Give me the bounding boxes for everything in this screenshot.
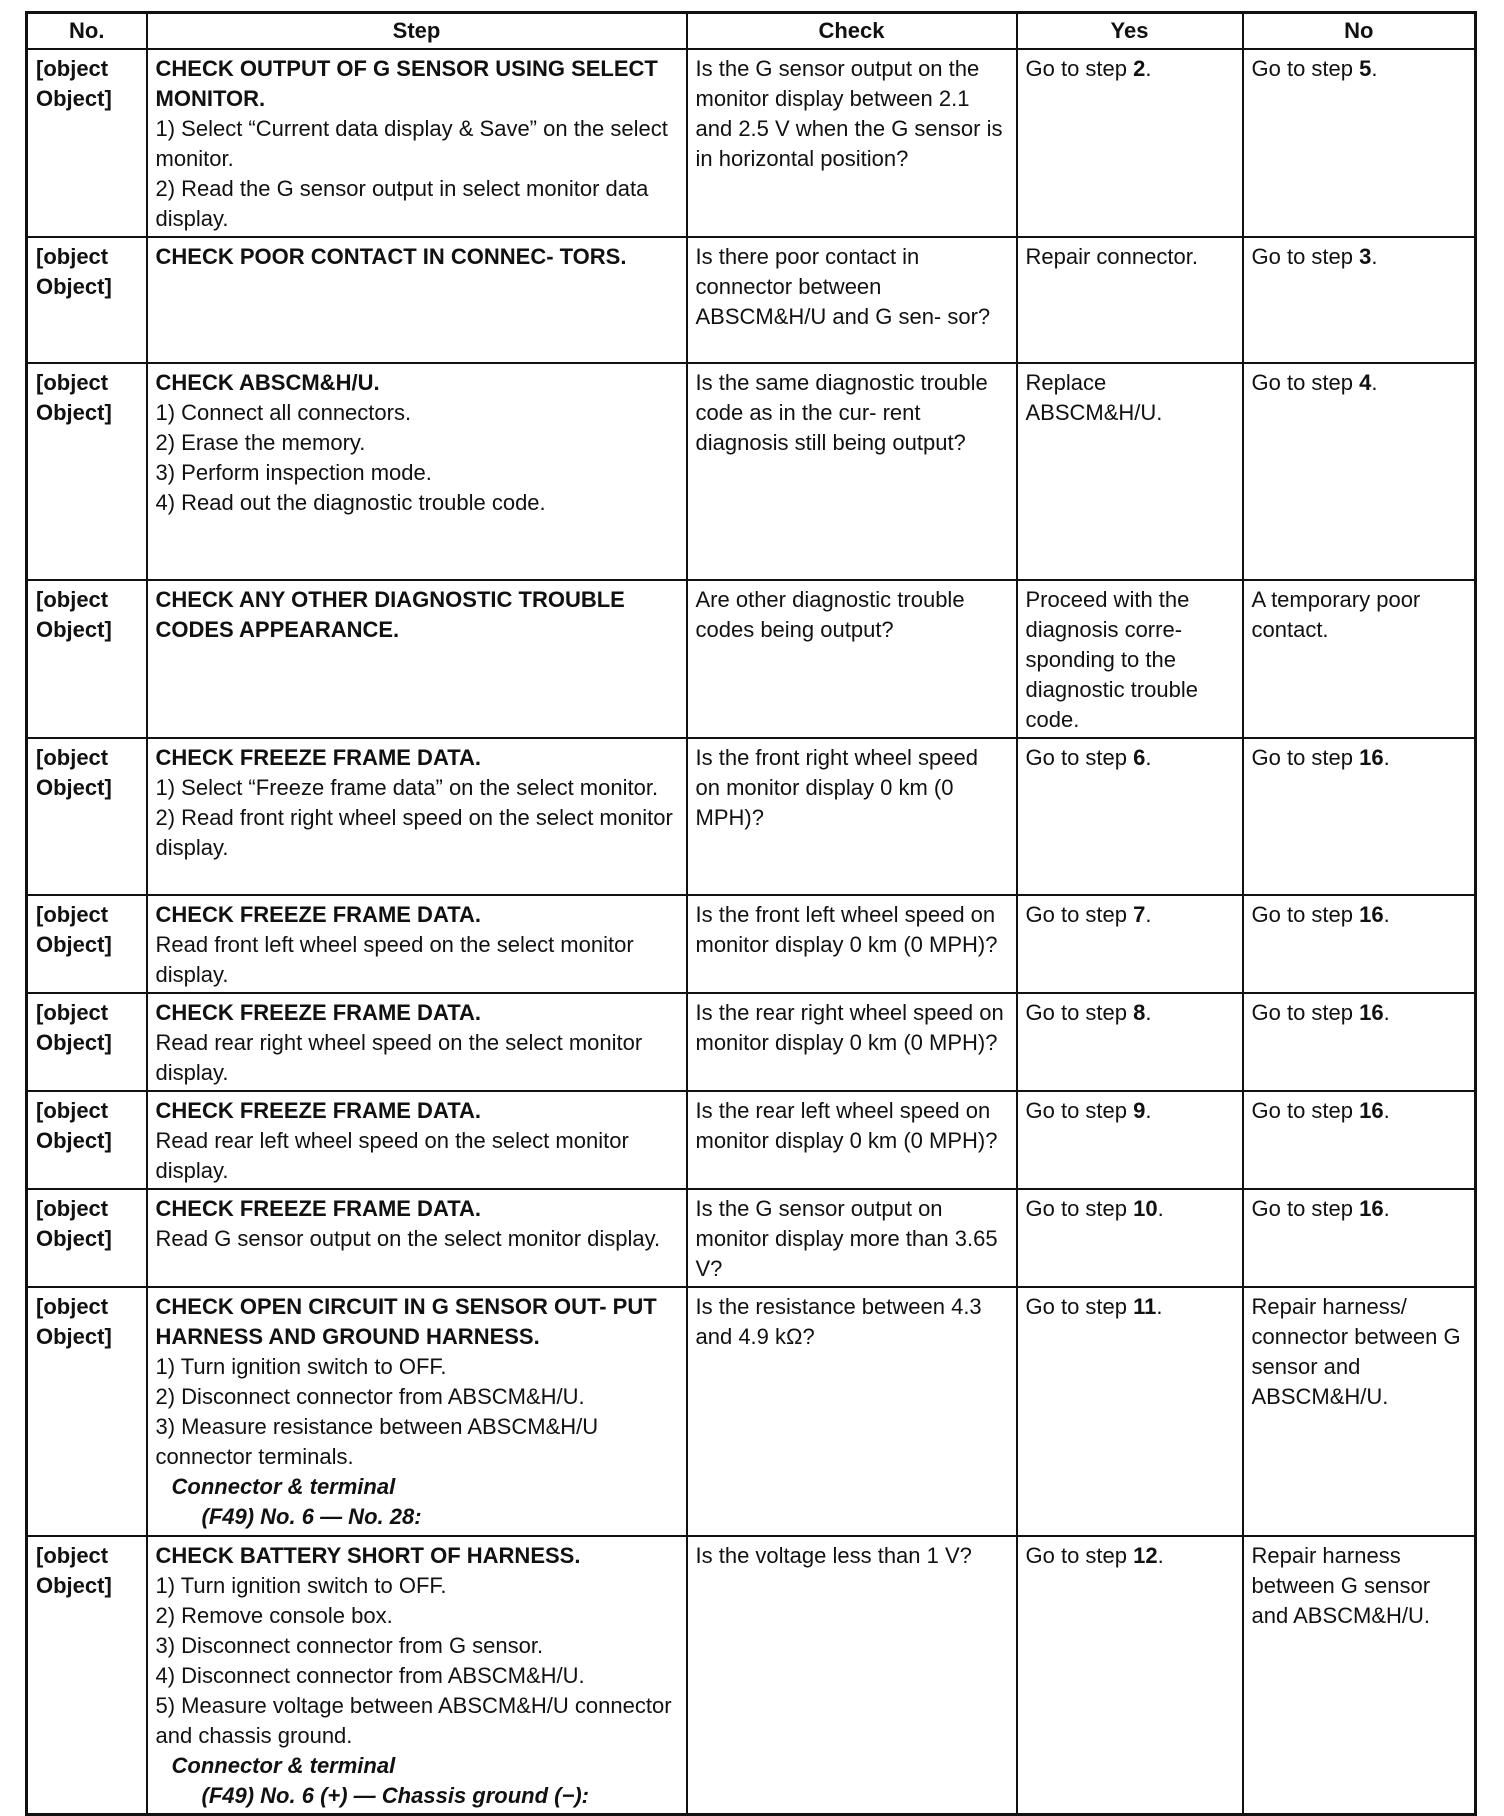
yes-answer-text: Go to step — [1025, 1294, 1134, 1319]
no-answer-cell — [1243, 1189, 1476, 1287]
no-answer-step-number: 16 — [1359, 1098, 1384, 1123]
table-row — [27, 1536, 1476, 1815]
table-row — [27, 237, 1476, 363]
yes-answer-period: . — [1145, 902, 1152, 927]
no-answer-period: . — [1371, 244, 1378, 269]
no-answer-period: . — [1383, 1196, 1390, 1221]
no-answer-text: Go to step — [1251, 745, 1360, 770]
yes-answer-step-number: 6 — [1133, 745, 1146, 770]
step-instruction: 5) Measure voltage between ABSCM&H/U connector and chassis ground. — [155, 1693, 672, 1748]
no-answer-step-number: 16 — [1359, 1196, 1384, 1221]
no-answer-text: Repair harness between G sensor and ABSCM&H/U. — [1251, 1543, 1431, 1628]
step-number-cell: [object Object] — [27, 49, 147, 237]
step-cell — [147, 895, 687, 993]
yes-answer-cell — [1017, 580, 1243, 738]
step-cell — [147, 49, 687, 237]
connector-terminal-value: (F49) No. 6 — No. 28: — [201, 1504, 422, 1529]
yes-answer-text: Proceed with the diagnosis corre- sponding to the diagnostic trouble code. — [1025, 587, 1198, 732]
column-header-yes: Yes — [1017, 13, 1243, 50]
no-answer-period: . — [1383, 745, 1390, 770]
step-instruction: Read front left wheel speed on the select monitor display. — [155, 932, 634, 987]
yes-answer-cell — [1017, 895, 1243, 993]
step-title: CHECK FREEZE FRAME DATA. — [155, 1098, 482, 1123]
yes-answer-period: . — [1145, 56, 1152, 81]
step-title: CHECK POOR CONTACT IN CONNEC- TORS. — [155, 244, 627, 269]
step-cell — [147, 1189, 687, 1287]
yes-answer-period: . — [1156, 1294, 1163, 1319]
yes-answer-text: Repair connector. — [1025, 244, 1198, 269]
yes-answer-step-number: 8 — [1133, 1000, 1146, 1025]
table-row — [27, 1287, 1476, 1536]
step-title: CHECK ABSCM&H/U. — [155, 370, 380, 395]
yes-answer-text: Go to step — [1025, 1196, 1134, 1221]
step-cell — [147, 237, 687, 363]
step-cell — [147, 1287, 687, 1536]
no-answer-cell — [1243, 895, 1476, 993]
yes-answer-text: Go to step — [1025, 1000, 1134, 1025]
step-instruction: 4) Read out the diagnostic trouble code. — [155, 490, 546, 515]
table-row — [27, 363, 1476, 580]
step-instruction: 4) Disconnect connector from ABSCM&H/U. — [155, 1663, 585, 1688]
no-answer-text: Go to step — [1251, 56, 1360, 81]
table-header-row — [27, 13, 1476, 50]
no-answer-text: A temporary poor contact. — [1251, 587, 1421, 642]
step-title: CHECK OPEN CIRCUIT IN G SENSOR OUT- PUT HARNESS AND GROUND HARNESS. — [155, 1294, 657, 1349]
yes-answer-period: . — [1145, 1098, 1152, 1123]
check-cell: Is the G sensor output on the monitor display between 2.1 and 2.5 V when the G sensor is in horizontal position? — [687, 49, 1017, 237]
check-cell: Is there poor contact in connector between ABSCM&H/U and G sen- sor? — [687, 237, 1017, 363]
step-title: CHECK FREEZE FRAME DATA. — [155, 745, 482, 770]
no-answer-cell — [1243, 993, 1476, 1091]
step-number-cell: [object Object] — [27, 237, 147, 363]
table-row — [27, 993, 1476, 1091]
yes-answer-text: Replace ABSCM&H/U. — [1025, 370, 1163, 425]
step-title: CHECK FREEZE FRAME DATA. — [155, 1000, 482, 1025]
yes-answer-period: . — [1145, 1000, 1152, 1025]
connector-terminal-label: Connector & terminal — [171, 1474, 396, 1499]
no-answer-text: Repair harness/ connector between G sensor and ABSCM&H/U. — [1251, 1294, 1461, 1409]
check-cell: Is the rear left wheel speed on monitor display 0 km (0 MPH)? — [687, 1091, 1017, 1189]
yes-answer-step-number: 2 — [1133, 56, 1146, 81]
connector-terminal-label: Connector & terminal — [171, 1753, 396, 1778]
step-instruction: 2) Disconnect connector from ABSCM&H/U. — [155, 1384, 585, 1409]
no-answer-cell — [1243, 49, 1476, 237]
step-instruction: Read rear left wheel speed on the select monitor display. — [155, 1128, 629, 1183]
yes-answer-step-number: 12 — [1133, 1543, 1158, 1568]
no-answer-period: . — [1383, 1098, 1390, 1123]
check-cell: Is the front right wheel speed on monitor display 0 km (0 MPH)? — [687, 738, 1017, 895]
yes-answer-cell — [1017, 1287, 1243, 1536]
check-cell: Are other diagnostic trouble codes being output? — [687, 580, 1017, 738]
step-number-cell: [object Object] — [27, 895, 147, 993]
step-instruction: 2) Read the G sensor output in select monitor data display. — [155, 176, 649, 231]
step-title: CHECK FREEZE FRAME DATA. — [155, 1196, 482, 1221]
check-cell: Is the front left wheel speed on monitor display 0 km (0 MPH)? — [687, 895, 1017, 993]
step-instruction: 2) Erase the memory. — [155, 430, 366, 455]
yes-answer-step-number: 10 — [1133, 1196, 1158, 1221]
step-number-cell: [object Object] — [27, 1189, 147, 1287]
yes-answer-cell — [1017, 237, 1243, 363]
step-instruction: 1) Turn ignition switch to OFF. — [155, 1354, 447, 1379]
no-answer-cell — [1243, 1091, 1476, 1189]
table-row — [27, 1189, 1476, 1287]
no-answer-step-number: 5 — [1359, 56, 1372, 81]
yes-answer-cell — [1017, 363, 1243, 580]
column-header-no-answer: No — [1243, 13, 1476, 50]
step-instruction: 3) Measure resistance between ABSCM&H/U connector terminals. — [155, 1414, 599, 1469]
yes-answer-text: Go to step — [1025, 1543, 1134, 1568]
step-number-cell: [object Object] — [27, 738, 147, 895]
yes-answer-period: . — [1145, 745, 1152, 770]
no-answer-period: . — [1383, 1000, 1390, 1025]
step-number-cell: [object Object] — [27, 580, 147, 738]
yes-answer-cell — [1017, 1091, 1243, 1189]
no-answer-period: . — [1383, 902, 1390, 927]
step-instruction: 1) Select “Current data display & Save” on the select monitor. — [155, 116, 668, 171]
yes-answer-cell — [1017, 993, 1243, 1091]
check-cell: Is the G sensor output on monitor display more than 3.65 V? — [687, 1189, 1017, 1287]
no-answer-text: Go to step — [1251, 1196, 1360, 1221]
table-row — [27, 738, 1476, 895]
yes-answer-text: Go to step — [1025, 1098, 1134, 1123]
yes-answer-cell — [1017, 1536, 1243, 1815]
step-number-cell: [object Object] — [27, 1091, 147, 1189]
step-title: CHECK ANY OTHER DIAGNOSTIC TROUBLE CODES APPEARANCE. — [155, 587, 625, 642]
no-answer-cell — [1243, 363, 1476, 580]
table-body — [27, 49, 1476, 1815]
column-header-check: Check — [687, 13, 1017, 50]
no-answer-cell — [1243, 580, 1476, 738]
check-cell: Is the rear right wheel speed on monitor display 0 km (0 MPH)? — [687, 993, 1017, 1091]
step-number-cell: [object Object] — [27, 1536, 147, 1815]
step-cell — [147, 1536, 687, 1815]
column-header-step: Step — [147, 13, 687, 50]
step-number-cell: [object Object] — [27, 1287, 147, 1536]
yes-answer-period: . — [1157, 1196, 1164, 1221]
step-cell — [147, 738, 687, 895]
no-answer-cell — [1243, 1287, 1476, 1536]
yes-answer-text: Go to step — [1025, 56, 1134, 81]
no-answer-step-number: 3 — [1359, 244, 1372, 269]
yes-answer-period: . — [1157, 1543, 1164, 1568]
column-header-no: No. — [27, 13, 147, 50]
no-answer-period: . — [1371, 370, 1378, 395]
step-cell — [147, 1091, 687, 1189]
step-instruction: 1) Connect all connectors. — [155, 400, 412, 425]
step-instruction: Read G sensor output on the select monitor display. — [155, 1226, 661, 1251]
no-answer-step-number: 4 — [1359, 370, 1372, 395]
connector-terminal-value: (F49) No. 6 (+) — Chassis ground (−): — [201, 1783, 589, 1808]
no-answer-step-number: 16 — [1359, 745, 1384, 770]
step-title: CHECK OUTPUT OF G SENSOR USING SELECT MONITOR. — [155, 56, 658, 111]
no-answer-cell — [1243, 1536, 1476, 1815]
yes-answer-step-number: 7 — [1133, 902, 1146, 927]
check-cell: Is the resistance between 4.3 and 4.9 kΩ? — [687, 1287, 1017, 1536]
step-number-cell: [object Object] — [27, 363, 147, 580]
diagnostic-table — [25, 11, 1477, 1816]
step-number-cell: [object Object] — [27, 993, 147, 1091]
step-instruction: 1) Select “Freeze frame data” on the select monitor. — [155, 775, 659, 800]
yes-answer-text: Go to step — [1025, 902, 1134, 927]
table-row — [27, 1091, 1476, 1189]
step-cell — [147, 993, 687, 1091]
step-cell — [147, 580, 687, 738]
table-row — [27, 580, 1476, 738]
step-title: CHECK FREEZE FRAME DATA. — [155, 902, 482, 927]
table-row — [27, 49, 1476, 237]
step-instruction: 2) Read front right wheel speed on the select monitor display. — [155, 805, 673, 860]
step-instruction: 2) Remove console box. — [155, 1603, 393, 1628]
no-answer-step-number: 16 — [1359, 902, 1384, 927]
no-answer-text: Go to step — [1251, 370, 1360, 395]
yes-answer-cell — [1017, 738, 1243, 895]
step-instruction: Read rear right wheel speed on the select monitor display. — [155, 1030, 643, 1085]
step-instruction: 3) Disconnect connector from G sensor. — [155, 1633, 544, 1658]
no-answer-cell — [1243, 237, 1476, 363]
yes-answer-text: Go to step — [1025, 745, 1134, 770]
yes-answer-step-number: 11 — [1133, 1294, 1157, 1319]
check-cell: Is the same diagnostic trouble code as in the cur- rent diagnosis still being output? — [687, 363, 1017, 580]
yes-answer-cell — [1017, 49, 1243, 237]
check-cell: Is the voltage less than 1 V? — [687, 1536, 1017, 1815]
diagnostic-table-wrapper — [25, 11, 1477, 1816]
yes-answer-cell — [1017, 1189, 1243, 1287]
step-title: CHECK BATTERY SHORT OF HARNESS. — [155, 1543, 581, 1568]
yes-answer-step-number: 9 — [1133, 1098, 1146, 1123]
table-row — [27, 895, 1476, 993]
no-answer-text: Go to step — [1251, 244, 1360, 269]
no-answer-text: Go to step — [1251, 902, 1360, 927]
step-cell — [147, 363, 687, 580]
step-instruction: 3) Perform inspection mode. — [155, 460, 432, 485]
no-answer-period: . — [1371, 56, 1378, 81]
no-answer-step-number: 16 — [1359, 1000, 1384, 1025]
step-instruction: 1) Turn ignition switch to OFF. — [155, 1573, 447, 1598]
no-answer-text: Go to step — [1251, 1000, 1360, 1025]
no-answer-text: Go to step — [1251, 1098, 1360, 1123]
no-answer-cell — [1243, 738, 1476, 895]
